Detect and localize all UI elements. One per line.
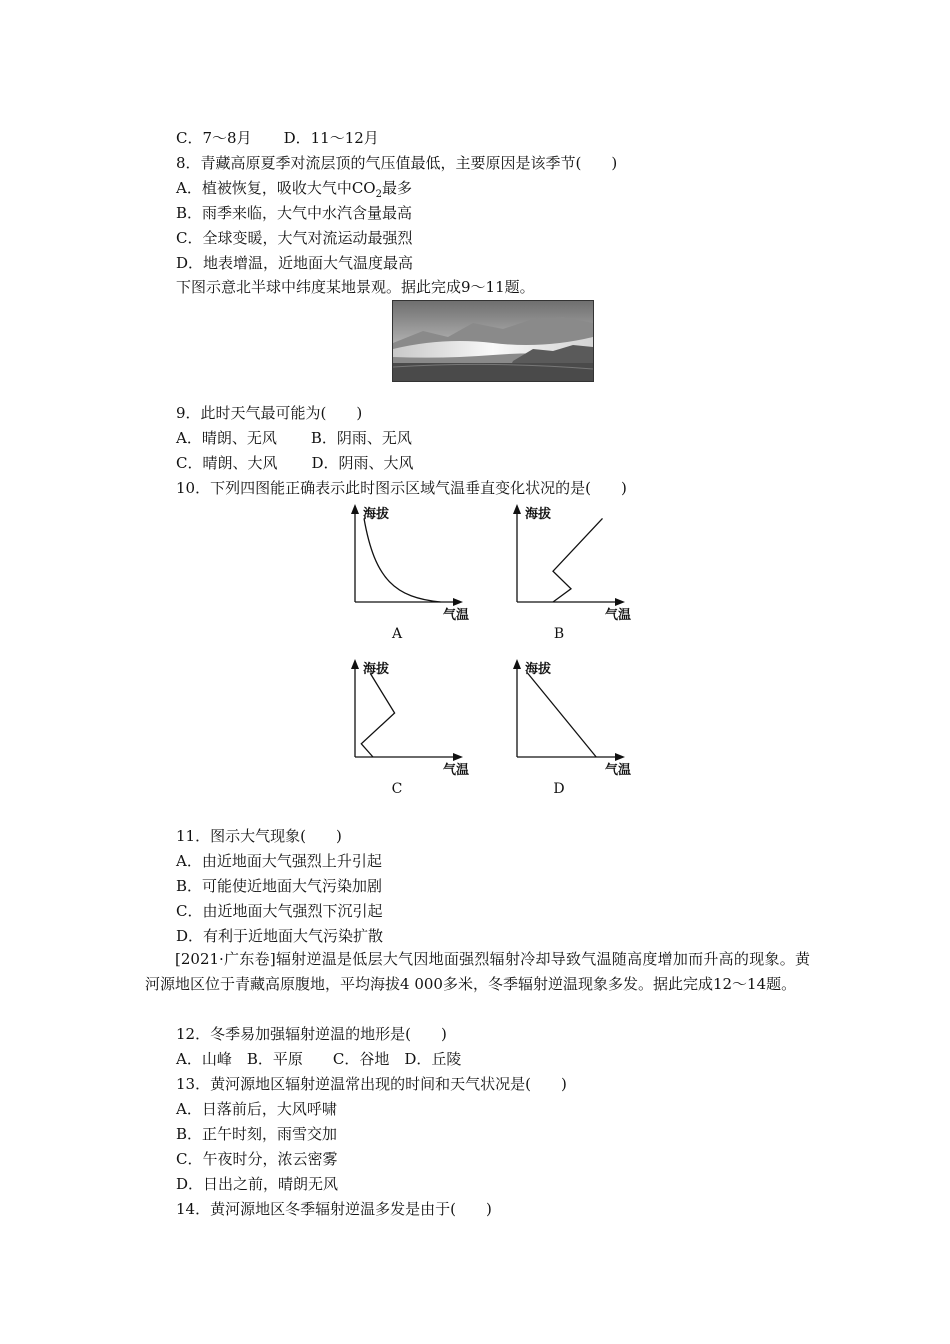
chart-caption: D [553, 781, 565, 797]
q9-options-row1 [176, 428, 412, 448]
landscape-photo [392, 300, 594, 382]
q12-options: A．山峰 B．平原 C．谷地 D．丘陵 [176, 1050, 462, 1068]
chart-a [335, 500, 475, 650]
y-axis-arrow [513, 504, 521, 514]
q11-option-a: A．由近地面大气强烈上升引起 [176, 852, 382, 870]
q11-option-d: D．有利于近地面大气污染扩散 [176, 927, 384, 945]
q9-option-a: A．晴朗、无风 [176, 429, 277, 447]
x-axis-arrow [453, 598, 463, 606]
temperature-profile-line [553, 518, 603, 602]
q8-option-a-end: 最多 [381, 179, 412, 197]
q13-option-a: A．日落前后，大风呼啸 [176, 1100, 337, 1118]
q8-option-a [176, 178, 412, 205]
q13-option-c: C．午夜时分，浓云密雾 [176, 1150, 338, 1168]
q7-option-c: C．7～8月 [176, 129, 252, 147]
co2-subscript: 2 [375, 189, 382, 200]
chart-c [335, 655, 475, 805]
chart-d-svg [497, 655, 637, 805]
y-axis-arrow [513, 659, 521, 669]
q10-stem: 10．下列四图能正确表示此时图示区域气温垂直变化状况的是( ) [176, 479, 627, 497]
q11-option-c: C．由近地面大气强烈下沉引起 [176, 902, 383, 920]
y-axis-arrow [351, 659, 359, 669]
chart-a-svg [335, 500, 475, 650]
passage-12-14 [145, 947, 810, 997]
y-axis-arrow [351, 504, 359, 514]
passage-text: [2021·广东卷]辐射逆温是低层大气因地面强烈辐射冷却导致气温随高度增加而升高的现象。黄河源地区位于青藏高原腹地，平均海拔4 000多米，冬季辐射逆温现象多发。据此完成12～14题。 [145, 950, 810, 993]
x-axis-label: 气温 [443, 763, 470, 778]
chart-c-svg [335, 655, 475, 805]
x-axis-label: 气温 [443, 608, 470, 623]
q8-option-b: B．雨季来临，大气中水汽含量最高 [176, 204, 413, 222]
chart-caption: A [391, 626, 403, 642]
chart-b [497, 500, 637, 650]
q8-stem: 8．青藏高原夏季对流层顶的气压值最低，主要原因是该季节( ) [176, 154, 618, 172]
q8-option-d: D．地表增温，近地面大气温度最高 [176, 254, 414, 272]
q8-option-a-text: A．植被恢复，吸收大气中CO [176, 179, 376, 197]
q14-stem: 14．黄河源地区冬季辐射逆温多发是由于( ) [176, 1200, 492, 1218]
q9-option-b: B．阴雨、无风 [310, 429, 412, 447]
intro-9-11: 下图示意北半球中纬度某地景观。据此完成9～11题。 [176, 278, 535, 296]
q13-stem: 13．黄河源地区辐射逆温常出现的时间和天气状况是( ) [176, 1075, 567, 1093]
q11-stem: 11．图示大气现象( ) [176, 827, 342, 845]
y-axis-label: 海拔 [525, 507, 552, 522]
chart-b-svg [497, 500, 637, 650]
q9-option-c: C．晴朗、大风 [176, 454, 278, 472]
x-axis-arrow [615, 753, 625, 761]
chart-d [497, 655, 637, 805]
y-axis-label: 海拔 [363, 507, 390, 522]
q12-stem: 12．冬季易加强辐射逆温的地形是( ) [176, 1025, 447, 1043]
q9-options-row2 [176, 453, 414, 473]
chart-caption: B [553, 626, 565, 642]
temperature-profile-line [528, 673, 596, 757]
landscape-image [393, 301, 593, 381]
temperature-profile-line [364, 518, 441, 602]
y-axis-label: 海拔 [525, 662, 552, 677]
x-axis-arrow [615, 598, 625, 606]
chart-caption: C [391, 781, 403, 797]
y-axis-label: 海拔 [363, 662, 390, 677]
q11-option-b: B．可能使近地面大气污染加剧 [176, 877, 383, 895]
q8-option-c: C．全球变暖，大气对流运动最强烈 [176, 229, 413, 247]
q13-option-b: B．正午时刻，雨雪交加 [176, 1125, 338, 1143]
x-axis-label: 气温 [605, 763, 632, 778]
x-axis-label: 气温 [605, 608, 632, 623]
x-axis-arrow [453, 753, 463, 761]
q9-stem: 9．此时天气最可能为( ) [176, 404, 363, 422]
q9-option-d: D．阴雨、大风 [311, 454, 414, 472]
q13-option-d: D．日出之前，晴朗无风 [176, 1175, 339, 1193]
q7-option-d: D．11～12月 [283, 129, 379, 147]
q7-options [176, 128, 379, 148]
temperature-profile-line [361, 673, 394, 757]
